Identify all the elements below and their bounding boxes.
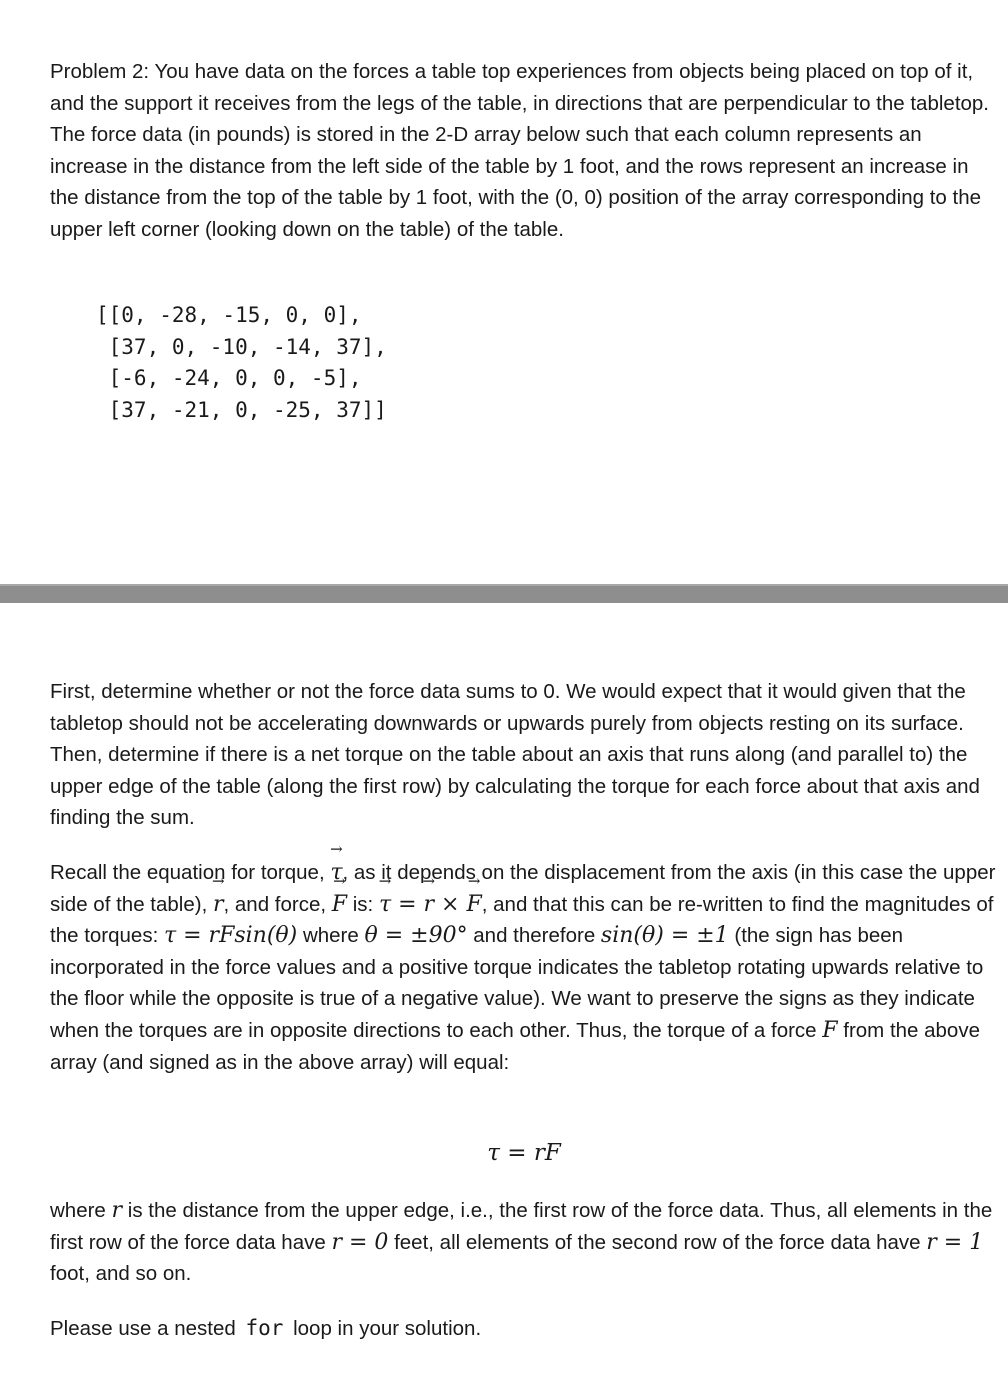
magnitude-equation: τ = rFsin(θ) [163, 923, 298, 949]
please-text-b: loop in your solution. [287, 1317, 482, 1340]
problem-intro: Problem 2: You have data on the forces a table top experiences from objects being placed on top of it, and the support it receives from the legs of the table, in directions that are perpendicular to the tabletop. The force data (in pounds) is stored in the 2-D array below such that each column represents an increase in the distance from the left side of the table by 1 foot, and the rows represent an increase in the distance from the top of the table by 1 foot, with the (0, 0) position of the array corresponding to the upper left corner (looking down on the table) of the table. [50, 60, 990, 241]
recall-text-d: is: [347, 892, 379, 916]
array-line-4: [37, -21, 0, -25, 37]] [96, 397, 387, 422]
array-line-3: [-6, -24, 0, 0, -5], [96, 366, 362, 391]
recall-text-i: from the above array (and signed as in the above array) will equal: [50, 1018, 980, 1074]
array-line-2: [37, 0, -10, -14, 37], [96, 334, 387, 359]
cross-eq-tau: → τ [379, 889, 391, 921]
theta-equation: θ = ±90° [364, 923, 468, 949]
torque-equation: τ = rF [487, 1140, 561, 1166]
cross-eq-equals: = [391, 891, 424, 917]
where-text-d: foot, and so on. [50, 1262, 192, 1286]
recall-text-g: and therefore [467, 924, 601, 948]
r-one-equation: r = 1 [926, 1229, 984, 1255]
r-vector: → r [213, 889, 224, 921]
recall-text-h: (the sign has been incorporated in the force values and a positive torque indicates the tabletop rotating upwards relative to the floor while the opposite is true of a negative value). We want to preserve the signs as they indicate when the torques are in opposite directions to each other. Thus, the torque of a force [50, 924, 984, 1042]
cross-eq-f: → F [466, 889, 481, 921]
nested-loop-note [50, 1313, 1000, 1345]
tau-vector: → τ [330, 857, 342, 889]
force-symbol: F [822, 1017, 838, 1043]
recall-text-b: , as it depends on the displacement from the axis (in this case the upper side of the table), [50, 861, 996, 916]
distance-explanation [50, 1195, 1000, 1290]
where-text-c: feet, all elements of the second row of the force data have [388, 1230, 927, 1254]
section-divider [0, 584, 1008, 603]
instructions-first: First, determine whether or not the force data sums to 0. We would expect that it would given that the tabletop should not be accelerating downwards or upwards purely from objects resting on its surface. Then, determine if there is a net torque on the table about an axis that runs along (and parallel to) the upper edge of the table (along the first row) by calculating the torque for each force about that axis and finding the sum. [50, 680, 980, 830]
where-text-b: is the distance from the upper edge, i.e., the first row of the force data. Thus, all elements in the first row of the force data have [50, 1199, 993, 1254]
recall-text-e: , and that this can be re-written to find the magnitudes of the torques: [50, 892, 994, 948]
where-text-a: where [50, 1199, 112, 1222]
for-keyword: for [245, 1316, 284, 1340]
torque-recall-paragraph [50, 857, 1000, 1078]
recall-text-f: where [297, 924, 365, 948]
r-zero-equation: r = 0 [331, 1229, 389, 1255]
cross-eq-times: × [434, 891, 467, 917]
f-vector: → F [332, 889, 347, 921]
array-line-1: [[0, -28, -15, 0, 0], [96, 303, 362, 327]
recall-text-a: Recall the equation for torque, [50, 861, 331, 884]
r-symbol: r [111, 1198, 123, 1223]
please-text-a: Please use a nested [50, 1317, 242, 1340]
cross-eq-r: → r [424, 889, 435, 921]
force-array-code [96, 300, 387, 426]
recall-text-c: , and force, [223, 892, 332, 916]
sin-equation: sin(θ) = ±1 [600, 923, 729, 949]
